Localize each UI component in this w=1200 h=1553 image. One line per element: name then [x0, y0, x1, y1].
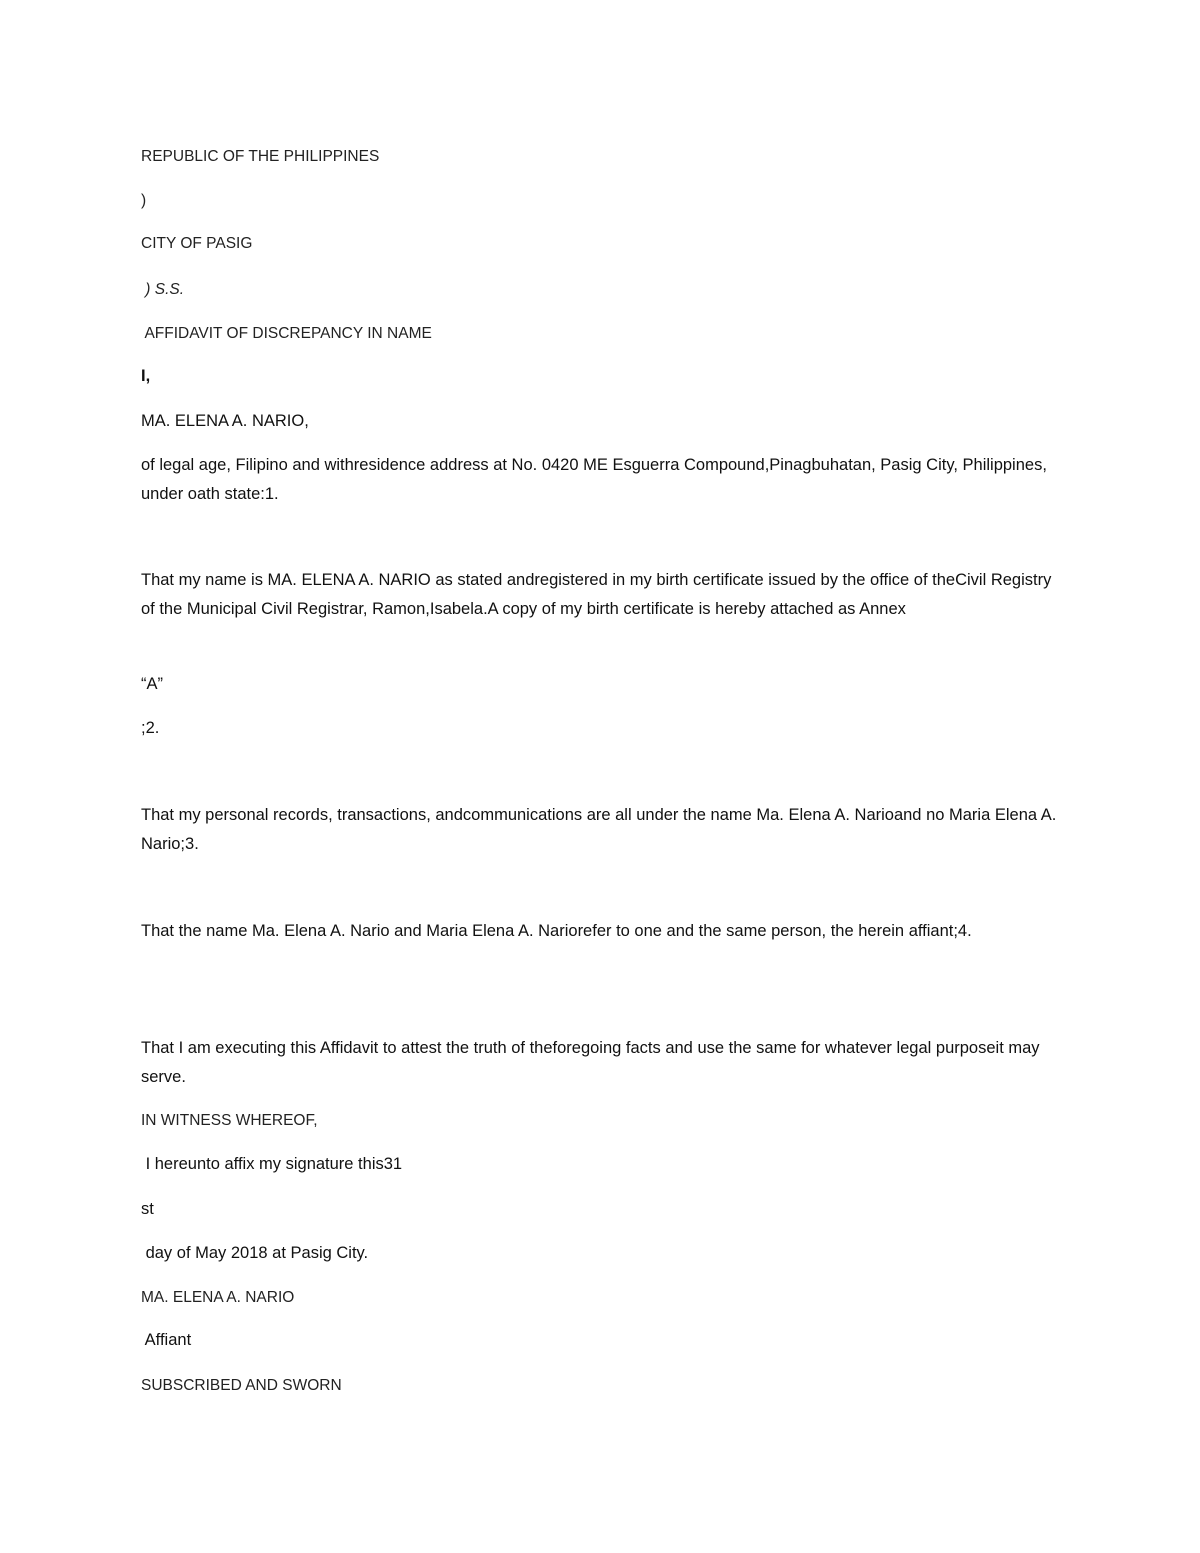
affiant-label: Affiant: [141, 1331, 192, 1349]
paragraph-3: That the name Ma. Elena A. Nario and Maria Elena A. Nariorefer to one and the same person, the herein affiant;4.: [141, 922, 972, 940]
document-title: AFFIDAVIT OF DISCREPANCY IN NAME: [141, 325, 432, 342]
annex-label: “A”: [141, 675, 163, 693]
signature-statement: I hereunto affix my signature this31: [141, 1155, 403, 1173]
ss-mark: ) S.S.: [141, 281, 185, 298]
heading-city: CITY OF PASIG: [141, 235, 253, 252]
signatory-name: MA. ELENA A. NARIO: [141, 1289, 295, 1306]
date-place: day of May 2018 at Pasig City.: [141, 1244, 369, 1262]
ordinal-suffix: st: [141, 1200, 154, 1218]
affiant-name: MA. ELENA A. NARIO,: [141, 412, 309, 430]
heading-republic: REPUBLIC OF THE PHILIPPINES: [141, 148, 380, 165]
text-i: I,: [141, 367, 151, 385]
paragraph-intro: of legal age, Filipino and withresidence address at No. 0420 ME Esguerra Compound,Pinagbuhatan, Pasig City, Philippines, under oath state:1.: [141, 456, 1047, 503]
item-2-marker: ;2.: [141, 719, 160, 737]
bracket: ): [141, 192, 147, 209]
witness-heading: IN WITNESS WHEREOF,: [141, 1112, 318, 1129]
paragraph-4: That I am executing this Affidavit to attest the truth of theforegoing facts and use the same for whatever legal purposeit may serve.: [141, 1039, 1040, 1086]
jurat-heading: SUBSCRIBED AND SWORN: [141, 1377, 342, 1394]
paragraph-2: That my personal records, transactions, andcommunications are all under the name Ma. Elena A. Narioand no Maria Elena A. Nario;3.: [141, 806, 1057, 853]
paragraph-1: That my name is MA. ELENA A. NARIO as stated andregistered in my birth certificate issued by the office of theCivil Registry of the Municipal Civil Registrar, Ramon,Isabela.A copy of my birth certificate is hereby attached as Annex: [141, 571, 1052, 618]
